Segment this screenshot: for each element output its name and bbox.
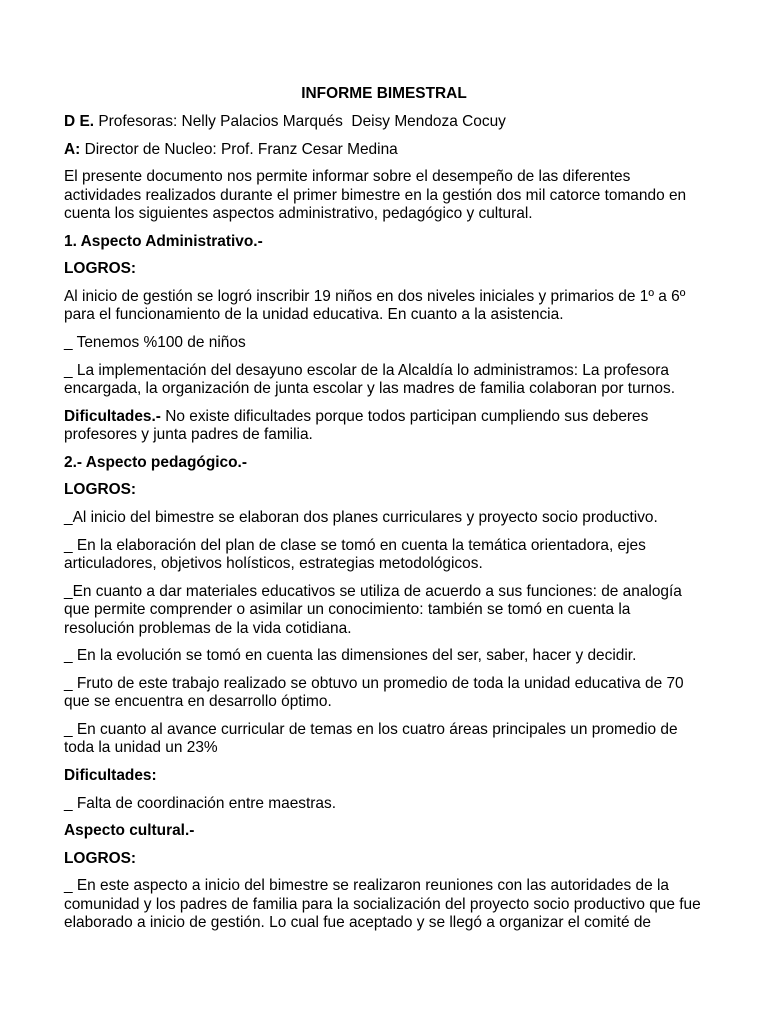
from-label: D E.: [64, 112, 95, 130]
logros-item: [64, 288, 724, 325]
text-line: que se encuentra en desarrollo óptimo.: [64, 693, 332, 711]
text-line: Al inicio de gestión se logró inscribir 19 niños en dos niveles iniciales y primarios de 1º a 6º: [64, 287, 686, 305]
text-line: que permite comprender o asimilar un conocimiento: también se tomó en cuenta la: [64, 601, 631, 619]
text-line: _ En la elaboración del plan de clase se tomó en cuenta la temática orientadora, ejes: [64, 536, 646, 554]
dificultades-item: [64, 795, 724, 814]
logros-item: [64, 877, 724, 933]
text-line: _ Tenemos %100 de niños: [64, 334, 246, 352]
section-heading-cultural: Aspecto cultural.-: [64, 822, 195, 840]
text-line: encargada, la organización de junta escolar y las madres de familia colaboran por turnos.: [64, 380, 675, 398]
section-heading-pedagogico: 2.- Aspecto pedagógico.-: [64, 453, 247, 471]
to-text: Director de Nucleo: Prof. Franz Cesar Medina: [80, 140, 398, 158]
text-line: toda la unidad un 23%: [64, 739, 218, 757]
text-line: [64, 408, 724, 427]
text-line: _En cuanto a dar materiales educativos se utiliza de acuerdo a sus funciones: de analogía: [64, 582, 682, 600]
text-line: elaborado a inicio de gestión. Lo cual fue aceptado y se llegó a organizar el comité de: [64, 914, 652, 932]
text-line: El presente documento nos permite informar sobre el desempeño de las diferentes: [64, 168, 631, 186]
logros-heading: LOGROS:: [64, 849, 137, 867]
text-line: comunidad y los padres de familia para la socialización del proyecto socio productivo que fue: [64, 895, 701, 913]
from-text: Profesoras: Nelly Palacios Marqués Deisy Mendoza Cocuy: [94, 112, 506, 130]
to-paragraph: [64, 141, 724, 160]
logros-heading: LOGROS:: [64, 260, 137, 278]
text-line: _ La implementación del desayuno escolar de la Alcaldía lo administramos: La profesora: [64, 361, 669, 379]
logros-item: [64, 647, 724, 666]
dificultades-label: Dificultades.-: [64, 407, 161, 425]
report-title: INFORME BIMESTRAL: [301, 85, 467, 103]
from-line: [64, 113, 724, 132]
logros-item: [64, 362, 724, 399]
text-line: actividades realizados durante el primer bimestre en la gestión dos mil catorce tomando en: [64, 186, 687, 204]
logros-item: [64, 583, 724, 639]
section-administrativo: [64, 233, 724, 445]
to-label: A:: [64, 140, 81, 158]
to-line: [64, 141, 724, 160]
text-line: para el funcionamiento de la unidad educativa. En cuanto a la asistencia.: [64, 306, 564, 324]
text-line: articuladores, objetivos holísticos, estrategias metodológicos.: [64, 555, 483, 573]
dificultades-heading: Dificultades:: [64, 767, 157, 785]
section-heading-administrativo: 1. Aspecto Administrativo.-: [64, 232, 263, 250]
intro-paragraph: [64, 168, 724, 224]
logros-item: [64, 537, 724, 574]
dificultades-text: No existe dificultades porque todos participan cumpliendo sus deberes: [160, 407, 649, 425]
text-line: _ Fruto de este trabajo realizado se obtuvo un promedio de toda la unidad educativa de 70: [64, 674, 684, 692]
logros-heading: LOGROS:: [64, 481, 137, 499]
section-pedagogico: [64, 454, 724, 813]
text-line: resolución problemas de la vida cotidiana.: [64, 619, 352, 637]
logros-item: [64, 675, 724, 712]
from-paragraph: [64, 113, 724, 132]
text-line: _ En este aspecto a inicio del bimestre se realizaron reuniones con las autoridades de la: [64, 877, 669, 895]
text-line: cuenta los siguientes aspectos administrativo, pedagógico y cultural.: [64, 205, 533, 223]
logros-item: [64, 334, 724, 353]
document-page: [64, 85, 724, 942]
text-line: profesores y junta padres de familia.: [64, 426, 313, 444]
text-line: _ En cuanto al avance curricular de temas en los cuatro áreas principales un promedio de: [64, 720, 678, 738]
section-cultural: [64, 822, 724, 933]
text-line: _ En la evolución se tomó en cuenta las dimensiones del ser, saber, hacer y decidir.: [64, 647, 637, 665]
text-line: _Al inicio del bimestre se elaboran dos planes curriculares y proyecto socio productivo.: [64, 509, 658, 527]
dificultades-paragraph: [64, 408, 724, 445]
logros-item: [64, 721, 724, 758]
logros-item: [64, 509, 724, 528]
text-line: _ Falta de coordinación entre maestras.: [64, 794, 337, 812]
